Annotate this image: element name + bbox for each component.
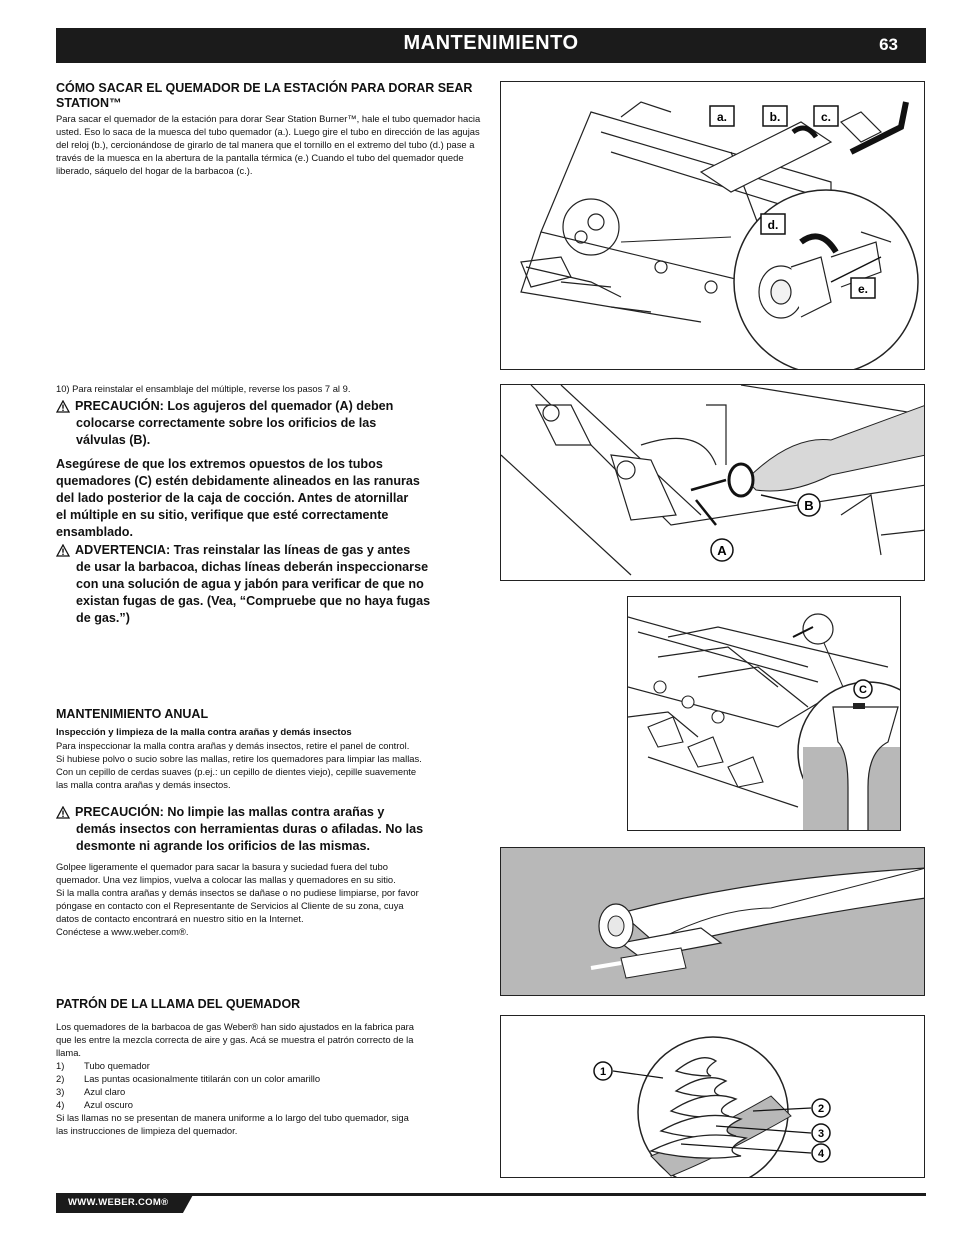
section-sear-station (56, 81, 484, 177)
list-item: 2) Las puntas ocasionalmente titilarán con un color amarillo (56, 1073, 321, 1084)
figure-label-1: 1 (599, 1066, 607, 1078)
page-title: MANTENIMIENTO (403, 32, 579, 54)
cleaning-instructions: Golpee ligeramente el quemador para sacar la basura y suciedad fuera del tubo quemador. Una vez limpios, vuelva a colocar las mallas y quemadores en su sitio. Si la malla contra arañas y demás insectos se dañase o no pudiese limpiarse, por favor póngase en contacto con el Representante de Servicios al Cliente de su zona, cuya datos de contacto encontrará en nuestro sitio en la Internet. Conéctese a www.weber.com®. (56, 860, 486, 938)
weber-link: Conéctese a www.weber.com®. (56, 926, 189, 937)
section-annual-maintenance: MANTENIMIENTO ANUAL Inspección y limpieza de la malla contra arañas y demás insectos Para inspeccionar la malla contra arañas y demás insectos, retire el panel de control. Si hubiese polvo o sucio sobre las mallas, retire los quemadores para limpiar las mallas. Con un cepillo de cerdas suaves (p.ej.: un cepillo de dientes viejo), cepille suavemente las malla contra arañas y demás insectos. (56, 707, 486, 791)
page-number: 63 (879, 35, 898, 54)
section-subtitle: Inspección y limpieza de la malla contra arañas y demás insectos (56, 727, 352, 738)
warning-block: ADVERTENCIA: Tras reinstalar las líneas de gas y antes de usar la barbacoa, dichas líneas deberán inspeccionarse con una solución de agua y jabón para verificar de que no existan fugas de gas. (Vea, “Compruebe que no haya fugas de gas.”) (56, 542, 486, 627)
footer-url: WWW.WEBER.COM® (68, 1197, 169, 1208)
section-title: PATRÓN DE LA LLAMA DEL QUEMADOR (56, 997, 301, 1011)
figure-label-B: B (804, 498, 814, 513)
figure-label-a: a. (716, 110, 728, 124)
section-flame-pattern: PATRÓN DE LA LLAMA DEL QUEMADOR Los quemadores de la barbacoa de gas Weber® han sido ajustados en la fabrica para que les entre la mezcla correcta de aire y gas. Acá se muestra el patrón correcto de la llama. 1) Tubo quemador 2) Las puntas ocasionalmente titilarán con un color amarillo 3) Azul claro 4) Azul oscuro Si las llamas no se presentan de manera uniforme a lo largo del tubo quemador, siga las instrucciones de limpieza del quemador. (56, 997, 486, 1137)
warning-triangle-icon (56, 400, 70, 413)
list-item: 1) Tubo quemador (56, 1060, 150, 1071)
warning-triangle-icon (56, 544, 70, 557)
figure-sear-burner-removal (500, 81, 925, 370)
figure-label-A: A (717, 543, 727, 558)
section-body: Para sacar el quemador de la estación para dorar Sear Station Burner™, hale el tubo quemador hacia usted. Eso lo saca de la muesca del tubo quemador (a.). Luego gire el tubo en dirección de las agujas del reloj (b.), cercionándose de girarlo de tal manera que el tornillo en el extremo del tubo (d.) pase a través de la muesca en la abertura de la pantalla térmica (e.) Cuando el tubo del quemador quede liberado, sáquelo del hogar de la barbacoa (c.). (56, 113, 481, 176)
section-title: CÓMO SACAR EL QUEMADOR DE LA ESTACIÓN PARA DORAR SEAR STATION™ (56, 81, 473, 110)
figure-burner-cleaning (500, 847, 925, 996)
caution-block-2: PRECAUCIÓN: No limpie las mallas contra arañas y demás insectos con herramientas duras o afiladas. No las desmonte ni agrande los orificios de las mismas. (56, 804, 486, 855)
figure-label-4: 4 (817, 1148, 825, 1160)
figure-burner-slot-alignment (627, 596, 901, 831)
figure-label-d: d. (767, 218, 779, 232)
section-title: MANTENIMIENTO ANUAL (56, 707, 209, 721)
step-10: 10) Para reinstalar el ensamblaje del múltiple, reverse los pasos 7 al 9. (56, 383, 351, 394)
list-item: 4) Azul oscuro (56, 1099, 133, 1110)
list-item: 3) Azul claro (56, 1086, 126, 1097)
figure-label-3: 3 (817, 1128, 825, 1140)
warning-triangle-icon (56, 806, 70, 819)
figure-label-C: C (859, 684, 867, 696)
figure-flame-pattern (500, 1015, 925, 1178)
figure-label-b: b. (769, 110, 781, 124)
figure-burner-valve-alignment (500, 384, 925, 581)
alignment-note: Asegúrese de que los extremos opuestos de los tubos quemadores (C) estén debidamente alineados en las ranuras del lado posterior de la caja de cocción. Antes de atornillar el múltiple en su sitio, verifique que esté correctamente ensamblado. (56, 457, 420, 539)
caution-block-1: PRECAUCIÓN: Los agujeros del quemador (A) deben colocarse correctamente sobre los orificios de las válvulas (B). (56, 398, 486, 449)
figure-label-2: 2 (817, 1103, 825, 1115)
figure-label-e: e. (857, 282, 869, 296)
page-header (56, 28, 926, 63)
figure-label-c: c. (820, 110, 832, 124)
